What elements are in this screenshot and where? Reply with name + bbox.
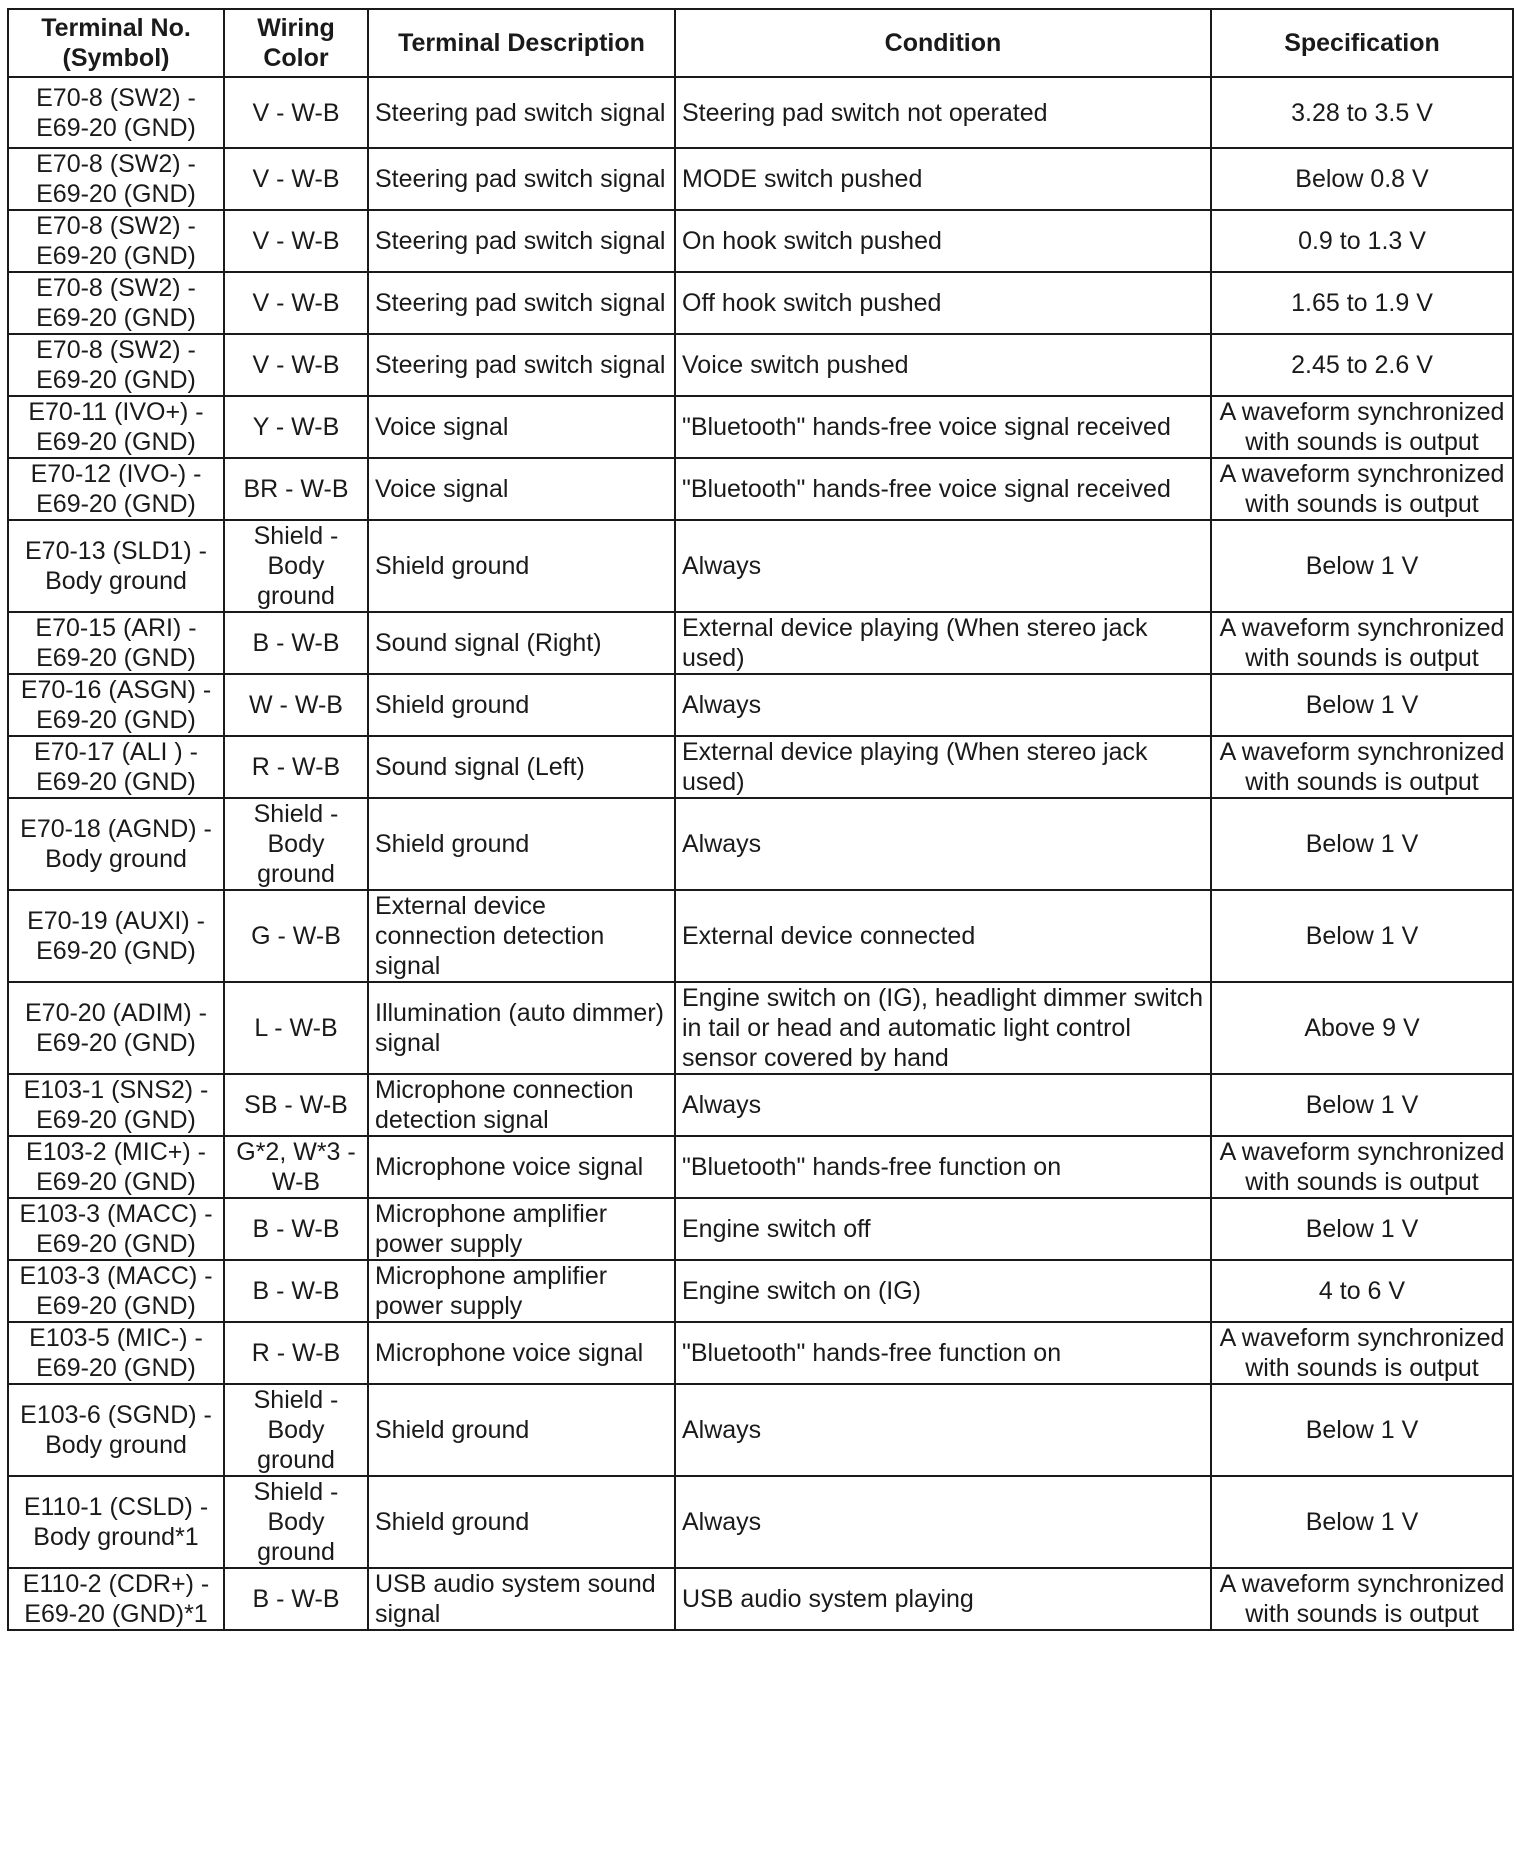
specification-cell-text: A waveform synchronized with sounds is output <box>1219 1138 1505 1196</box>
specification-cell-text: 1.65 to 1.9 V <box>1291 289 1433 317</box>
terminal-cell <box>8 210 224 272</box>
wiring-color-cell-text: SB - W-B <box>244 1091 348 1119</box>
terminal-cell-text: E110-1 (CSLD) - Body ground*1 <box>23 1493 209 1551</box>
terminal-cell <box>8 458 224 520</box>
condition-cell <box>675 1384 1211 1476</box>
terminal-cell <box>8 272 224 334</box>
description-cell <box>368 1322 675 1384</box>
description-cell <box>368 458 675 520</box>
wiring-color-cell-text: V - W-B <box>252 227 340 255</box>
wiring-color-cell <box>224 1568 368 1630</box>
terminal-cell <box>8 396 224 458</box>
description-cell <box>368 1198 675 1260</box>
wiring-color-cell-text: Shield - Body ground <box>253 1478 339 1566</box>
description-cell-text: USB audio system sound signal <box>375 1570 656 1628</box>
condition-cell <box>675 77 1211 148</box>
specification-cell-text: Below 1 V <box>1305 691 1419 719</box>
condition-cell <box>675 1074 1211 1136</box>
description-cell <box>368 1384 675 1476</box>
header-condition: Condition <box>675 9 1211 77</box>
terminal-cell <box>8 1074 224 1136</box>
terminal-cell <box>8 982 224 1074</box>
specification-cell-text: A waveform synchronized with sounds is output <box>1219 614 1505 672</box>
specification-cell <box>1211 1198 1513 1260</box>
wiring-color-cell <box>224 520 368 612</box>
table-row <box>8 272 1513 334</box>
wiring-color-cell <box>224 890 368 982</box>
specification-cell <box>1211 1384 1513 1476</box>
table-row <box>8 1476 1513 1568</box>
specification-cell-text: Below 1 V <box>1305 1215 1419 1243</box>
description-cell <box>368 334 675 396</box>
description-cell-text: Steering pad switch signal <box>375 165 666 193</box>
wiring-color-cell <box>224 1476 368 1568</box>
terminal-cell-text: E70-13 (SLD1) - Body ground <box>24 537 208 595</box>
wiring-color-cell <box>224 210 368 272</box>
specification-cell-text: Below 1 V <box>1305 552 1419 580</box>
condition-cell-text: Always <box>682 1508 762 1536</box>
terminal-cell <box>8 1322 224 1384</box>
specification-cell <box>1211 612 1513 674</box>
description-cell-text: Illumination (auto dimmer) signal <box>375 999 664 1057</box>
terminal-cell-text: E70-18 (AGND) - Body ground <box>20 815 212 873</box>
terminal-cell-text: E103-1 (SNS2) - E69-20 (GND) <box>23 1076 209 1134</box>
wiring-color-cell <box>224 458 368 520</box>
specification-cell <box>1211 77 1513 148</box>
header-row <box>8 9 1513 77</box>
terminal-cell-text: E70-17 (ALI ) - E69-20 (GND) <box>34 738 198 796</box>
wiring-color-cell <box>224 736 368 798</box>
specification-cell <box>1211 1322 1513 1384</box>
table-row <box>8 674 1513 736</box>
wiring-color-cell-text: B - W-B <box>252 1215 340 1243</box>
condition-cell <box>675 1198 1211 1260</box>
specification-cell-text: A waveform synchronized with sounds is output <box>1219 738 1505 796</box>
description-cell <box>368 1568 675 1630</box>
specification-cell-text: 3.28 to 3.5 V <box>1291 98 1433 127</box>
terminal-cell-text: E110-2 (CDR+) - E69-20 (GND)*1 <box>22 1570 210 1628</box>
header-terminal-description: Terminal Description <box>368 9 675 77</box>
description-cell <box>368 1136 675 1198</box>
condition-cell <box>675 458 1211 520</box>
specification-cell-text: A waveform synchronized with sounds is output <box>1219 1570 1505 1628</box>
table-row <box>8 1384 1513 1476</box>
condition-cell-text: MODE switch pushed <box>682 165 923 193</box>
condition-cell-text: Always <box>682 1091 762 1119</box>
specification-cell <box>1211 396 1513 458</box>
wiring-color-cell <box>224 674 368 736</box>
condition-cell-text: Always <box>682 830 762 858</box>
description-cell-text: Sound signal (Right) <box>375 629 602 657</box>
description-cell-text: External device connection detection signal <box>375 892 605 980</box>
wiring-color-cell-text: B - W-B <box>252 1585 340 1613</box>
wiring-color-cell-text: Y - W-B <box>252 413 340 441</box>
condition-cell-text: On hook switch pushed <box>682 227 942 255</box>
description-cell <box>368 210 675 272</box>
description-cell <box>368 674 675 736</box>
specification-cell-text: 0.9 to 1.3 V <box>1298 227 1426 255</box>
condition-cell <box>675 1476 1211 1568</box>
specification-cell <box>1211 148 1513 210</box>
condition-cell-text: "Bluetooth" hands-free function on <box>682 1153 1062 1181</box>
table-row <box>8 1322 1513 1384</box>
table-row <box>8 1260 1513 1322</box>
wiring-color-cell-text: G*2, W*3 - W-B <box>236 1138 356 1196</box>
specification-cell-text: 2.45 to 2.6 V <box>1291 351 1433 379</box>
description-cell-text: Microphone connection detection signal <box>375 1076 634 1134</box>
description-cell <box>368 272 675 334</box>
specification-cell <box>1211 1260 1513 1322</box>
table-row <box>8 396 1513 458</box>
description-cell-text: Microphone amplifier power supply <box>375 1262 608 1320</box>
condition-cell-text: External device playing (When stereo jack used) <box>682 738 1148 796</box>
table-row <box>8 612 1513 674</box>
description-cell-text: Shield ground <box>375 691 530 719</box>
terminal-cell-text: E70-19 (AUXI) - E69-20 (GND) <box>27 907 205 965</box>
wiring-color-cell-text: G - W-B <box>251 922 341 950</box>
condition-cell-text: "Bluetooth" hands-free function on <box>682 1339 1062 1367</box>
description-cell <box>368 396 675 458</box>
description-cell-text: Steering pad switch signal <box>375 351 666 379</box>
specification-cell-text: Below 1 V <box>1305 830 1419 858</box>
specification-cell-text: Below 1 V <box>1305 1091 1419 1119</box>
condition-cell-text: Engine switch on (IG) <box>682 1277 921 1305</box>
description-cell <box>368 520 675 612</box>
condition-cell-text: "Bluetooth" hands-free voice signal received <box>682 475 1171 503</box>
wiring-color-cell <box>224 396 368 458</box>
terminal-cell-text: E103-2 (MIC+) - E69-20 (GND) <box>26 1138 206 1196</box>
terminal-cell <box>8 148 224 210</box>
terminal-spec-sheet <box>7 8 1512 1631</box>
terminal-cell <box>8 736 224 798</box>
condition-cell <box>675 148 1211 210</box>
terminal-cell-text: E70-8 (SW2) - E69-20 (GND) <box>36 336 196 394</box>
specification-cell <box>1211 890 1513 982</box>
terminal-cell <box>8 674 224 736</box>
terminal-cell-text: E70-8 (SW2) - E69-20 (GND) <box>36 150 196 208</box>
header-wiring-color: Wiring Color <box>224 9 368 77</box>
description-cell <box>368 736 675 798</box>
description-cell-text: Microphone voice signal <box>375 1339 644 1367</box>
terminal-cell <box>8 1198 224 1260</box>
condition-cell-text: Always <box>682 691 762 719</box>
wiring-color-cell-text: W - W-B <box>249 691 343 719</box>
wiring-color-cell <box>224 1260 368 1322</box>
terminal-cell-text: E70-11 (IVO+) - E69-20 (GND) <box>28 398 204 456</box>
terminal-cell-text: E70-15 (ARI) - E69-20 (GND) <box>35 614 197 672</box>
condition-cell <box>675 1568 1211 1630</box>
condition-cell <box>675 736 1211 798</box>
wiring-color-cell-text: V - W-B <box>252 351 340 379</box>
specification-cell <box>1211 1136 1513 1198</box>
specification-cell <box>1211 674 1513 736</box>
specification-cell-text: A waveform synchronized with sounds is output <box>1219 460 1505 518</box>
table-row <box>8 148 1513 210</box>
table-row <box>8 334 1513 396</box>
wiring-color-cell <box>224 798 368 890</box>
wiring-color-cell-text: BR - W-B <box>243 475 349 503</box>
specification-cell-text: A waveform synchronized with sounds is output <box>1219 398 1505 456</box>
condition-cell <box>675 1322 1211 1384</box>
description-cell-text: Voice signal <box>375 475 509 503</box>
header-terminal-no: Terminal No. (Symbol) <box>8 9 224 77</box>
condition-cell <box>675 1260 1211 1322</box>
specification-cell <box>1211 520 1513 612</box>
terminal-cell-text: E70-8 (SW2) - E69-20 (GND) <box>36 212 196 270</box>
condition-cell-text: Engine switch on (IG), headlight dimmer switch in tail or head and automatic light control sensor covered by hand <box>682 984 1204 1072</box>
description-cell-text: Steering pad switch signal <box>375 98 666 127</box>
condition-cell-text: Voice switch pushed <box>682 351 909 379</box>
wiring-color-cell <box>224 148 368 210</box>
condition-cell <box>675 982 1211 1074</box>
terminal-cell <box>8 890 224 982</box>
wiring-color-cell <box>224 1074 368 1136</box>
wiring-color-cell-text: R - W-B <box>251 753 341 781</box>
terminal-cell-text: E103-3 (MACC) - E69-20 (GND) <box>19 1200 213 1258</box>
description-cell-text: Steering pad switch signal <box>375 227 666 255</box>
wiring-color-cell-text: B - W-B <box>252 629 340 657</box>
specification-cell-text: Below 1 V <box>1305 922 1419 950</box>
wiring-color-cell <box>224 272 368 334</box>
description-cell <box>368 148 675 210</box>
description-cell <box>368 798 675 890</box>
condition-cell <box>675 798 1211 890</box>
wiring-color-cell <box>224 1384 368 1476</box>
condition-cell <box>675 272 1211 334</box>
terminal-cell <box>8 1260 224 1322</box>
specification-cell <box>1211 272 1513 334</box>
condition-cell-text: USB audio system playing <box>682 1585 974 1613</box>
description-cell <box>368 890 675 982</box>
condition-cell <box>675 334 1211 396</box>
wiring-color-cell-text: Shield - Body ground <box>253 800 339 888</box>
condition-cell <box>675 210 1211 272</box>
specification-cell <box>1211 1568 1513 1630</box>
terminal-cell-text: E70-12 (IVO-) - E69-20 (GND) <box>30 460 202 518</box>
terminal-cell <box>8 612 224 674</box>
description-cell-text: Shield ground <box>375 1508 530 1536</box>
condition-cell <box>675 520 1211 612</box>
terminal-cell-text: E70-16 (ASGN) - E69-20 (GND) <box>20 676 212 734</box>
condition-cell <box>675 1136 1211 1198</box>
specification-cell <box>1211 1476 1513 1568</box>
table-row <box>8 1198 1513 1260</box>
description-cell <box>368 1476 675 1568</box>
condition-cell <box>675 674 1211 736</box>
description-cell-text: Shield ground <box>375 1416 530 1444</box>
table-row <box>8 1568 1513 1630</box>
wiring-color-cell <box>224 982 368 1074</box>
header-specification: Specification <box>1211 9 1513 77</box>
table-row <box>8 1074 1513 1136</box>
specification-cell-text: A waveform synchronized with sounds is output <box>1219 1324 1505 1382</box>
table-row <box>8 736 1513 798</box>
condition-cell <box>675 612 1211 674</box>
terminal-cell <box>8 1568 224 1630</box>
specification-cell <box>1211 334 1513 396</box>
terminal-cell <box>8 798 224 890</box>
condition-cell-text: Engine switch off <box>682 1215 871 1243</box>
description-cell <box>368 1260 675 1322</box>
terminal-cell-text: E70-20 (ADIM) - E69-20 (GND) <box>25 999 207 1057</box>
table-row <box>8 458 1513 520</box>
wiring-color-cell <box>224 77 368 148</box>
terminal-cell <box>8 1136 224 1198</box>
description-cell-text: Voice signal <box>375 413 509 441</box>
terminal-cell <box>8 77 224 148</box>
description-cell <box>368 982 675 1074</box>
terminal-cell <box>8 1476 224 1568</box>
wiring-color-cell-text: V - W-B <box>252 289 340 317</box>
description-cell-text: Microphone voice signal <box>375 1153 644 1181</box>
condition-cell-text: Always <box>682 552 762 580</box>
wiring-color-cell <box>224 334 368 396</box>
wiring-color-cell-text: V - W-B <box>252 165 340 193</box>
specification-cell <box>1211 210 1513 272</box>
description-cell-text: Steering pad switch signal <box>375 289 666 317</box>
terminal-cell <box>8 1384 224 1476</box>
wiring-color-cell-text: B - W-B <box>252 1277 340 1305</box>
specification-cell-text: Below 1 V <box>1305 1416 1419 1444</box>
table-row <box>8 1136 1513 1198</box>
specification-cell-text: Above 9 V <box>1304 1014 1420 1042</box>
table-row <box>8 520 1513 612</box>
description-cell <box>368 612 675 674</box>
condition-cell-text: "Bluetooth" hands-free voice signal received <box>682 413 1171 441</box>
wiring-color-cell-text: L - W-B <box>254 1014 338 1042</box>
description-cell <box>368 77 675 148</box>
terminal-cell-text: E103-3 (MACC) - E69-20 (GND) <box>19 1262 213 1320</box>
terminal-cell <box>8 520 224 612</box>
description-cell <box>368 1074 675 1136</box>
terminal-cell-text: E70-8 (SW2) - E69-20 (GND) <box>36 274 196 332</box>
table-row <box>8 210 1513 272</box>
condition-cell-text: External device connected <box>682 922 976 950</box>
description-cell-text: Sound signal (Left) <box>375 753 585 781</box>
wiring-color-cell <box>224 612 368 674</box>
specification-cell-text: 4 to 6 V <box>1318 1277 1406 1305</box>
specification-cell-text: Below 1 V <box>1305 1508 1419 1536</box>
terminal-cell <box>8 334 224 396</box>
specification-cell <box>1211 798 1513 890</box>
wiring-color-cell <box>224 1198 368 1260</box>
condition-cell <box>675 890 1211 982</box>
table-row <box>8 890 1513 982</box>
table-row <box>8 982 1513 1074</box>
specification-cell-text: Below 0.8 V <box>1295 165 1429 193</box>
condition-cell-text: Always <box>682 1416 762 1444</box>
terminal-cell-text: E103-5 (MIC-) - E69-20 (GND) <box>29 1324 203 1382</box>
condition-cell-text: External device playing (When stereo jack used) <box>682 614 1148 672</box>
condition-cell <box>675 396 1211 458</box>
specification-cell <box>1211 458 1513 520</box>
terminal-spec-table <box>7 8 1514 1631</box>
wiring-color-cell-text: V - W-B <box>252 98 340 127</box>
wiring-color-cell-text: Shield - Body ground <box>253 1386 339 1474</box>
wiring-color-cell <box>224 1322 368 1384</box>
condition-cell-text: Off hook switch pushed <box>682 289 942 317</box>
table-row <box>8 798 1513 890</box>
terminal-cell-text: E103-6 (SGND) - Body ground <box>20 1401 212 1459</box>
table-row <box>8 77 1513 148</box>
specification-cell <box>1211 736 1513 798</box>
wiring-color-cell-text: Shield - Body ground <box>253 522 339 610</box>
wiring-color-cell <box>224 1136 368 1198</box>
specification-cell <box>1211 1074 1513 1136</box>
description-cell-text: Shield ground <box>375 552 530 580</box>
condition-cell-text: Steering pad switch not operated <box>682 98 1048 127</box>
terminal-cell-text: E70-8 (SW2) - E69-20 (GND) <box>36 83 196 142</box>
description-cell-text: Microphone amplifier power supply <box>375 1200 608 1258</box>
description-cell-text: Shield ground <box>375 830 530 858</box>
wiring-color-cell-text: R - W-B <box>251 1339 341 1367</box>
specification-cell <box>1211 982 1513 1074</box>
